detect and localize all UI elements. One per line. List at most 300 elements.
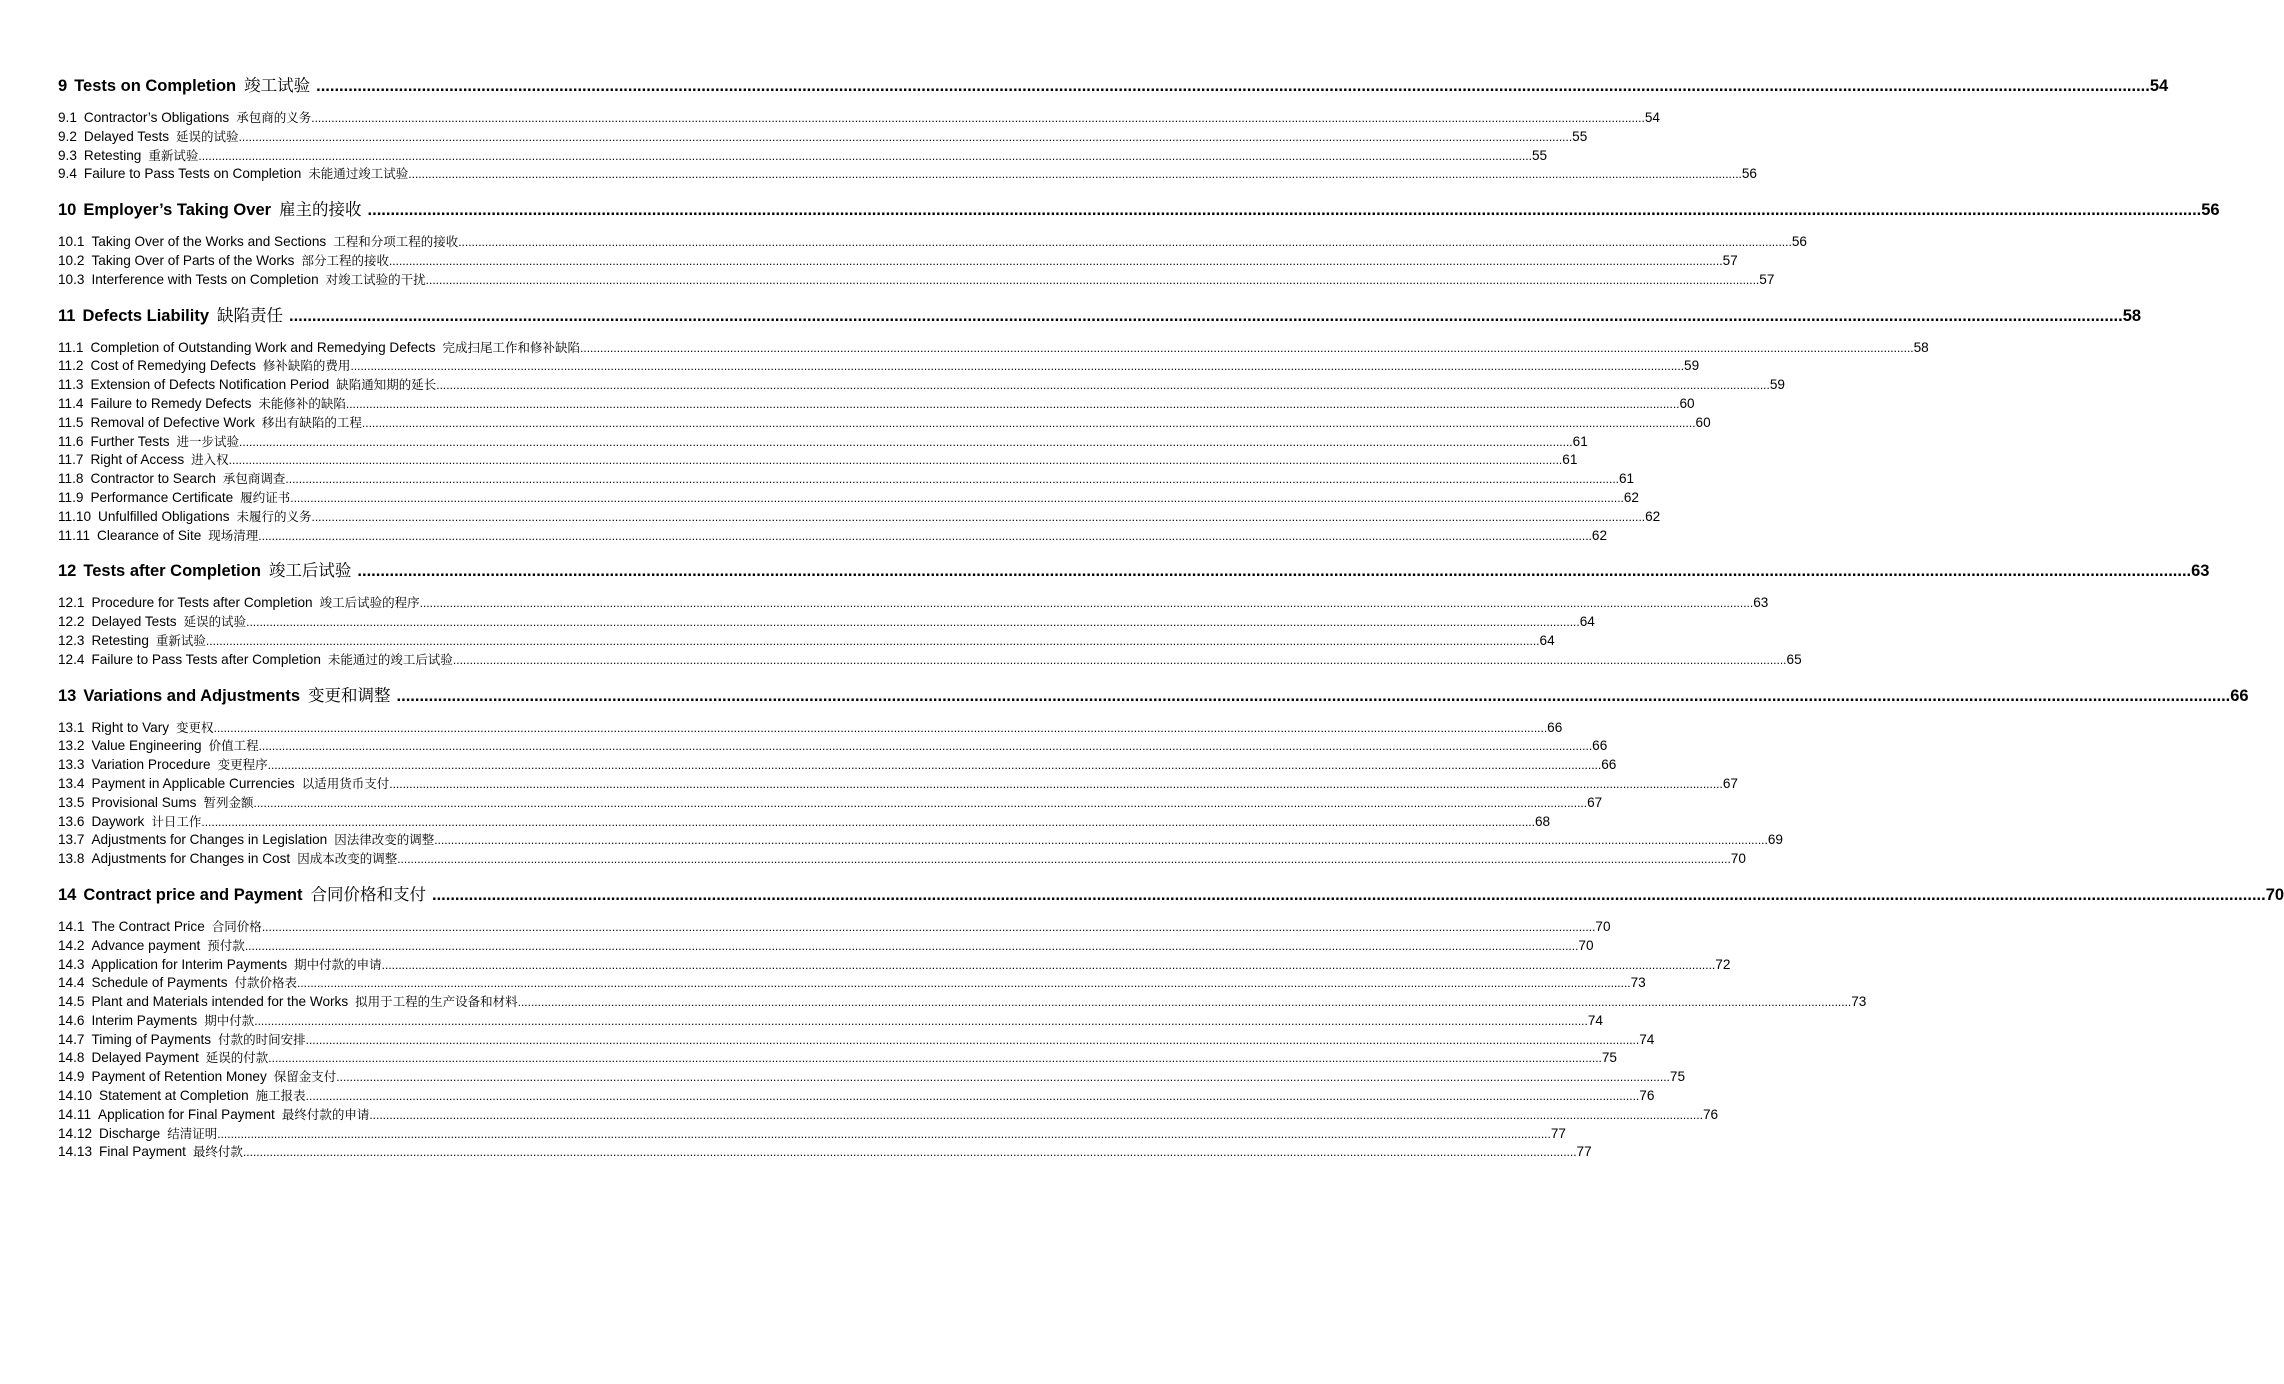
toc-section [58, 559, 2210, 669]
section-title: Contract price and Payment [83, 885, 303, 904]
entry-number: 9.4 [58, 166, 77, 182]
entry-title: Adjustments for Changes in Legislation [91, 832, 328, 848]
toc-entry[interactable] [58, 756, 1617, 775]
entry-page-number: 73 [1630, 975, 1646, 991]
toc-entry[interactable] [58, 651, 1802, 670]
leader-dots: ................................................................................................................................................................................................................................................................................................................................................................................................................ [367, 201, 2202, 220]
entry-page-number: 57 [1759, 271, 1775, 287]
entry-number: 11.3 [58, 377, 84, 393]
entry-title-zh: 对竣工试验的干扰 [325, 271, 426, 287]
entry-title-zh: 计日工作 [151, 813, 202, 829]
toc-entry[interactable] [58, 1143, 1592, 1162]
leader-dots: ................................................................................................................................................................................................................................................................................................................................................................................................................ [258, 528, 1592, 543]
entry-page-number: 63 [1753, 595, 1769, 611]
section-items [58, 339, 1929, 546]
entry-title: Cost of Remedying Defects [90, 358, 256, 374]
leader-dots: ................................................................................................................................................................................................................................................................................................................................................................................................................ [267, 758, 1602, 773]
entry-title-zh: 延误的试验 [183, 614, 247, 630]
toc-entry[interactable] [58, 831, 1783, 850]
section-title: Variations and Adjustments [83, 686, 301, 705]
entry-number: 10.2 [58, 252, 85, 268]
leader-dots: ................................................................................................................................................................................................................................................................................................................................................................................................................ [198, 148, 1532, 163]
entry-number: 10.1 [58, 234, 85, 250]
entry-number: 14.2 [58, 937, 85, 953]
entry-title: Schedule of Payments [91, 975, 228, 991]
entry-title: Right of Access [90, 452, 185, 468]
entry-title: Discharge [99, 1125, 161, 1141]
leader-dots: ................................................................................................................................................................................................................................................................................................................................................................................................................ [201, 814, 1535, 829]
entry-title: Advance payment [91, 937, 201, 953]
entry-page-number: 70 [1730, 851, 1746, 867]
entry-title-zh: 承包商调查 [222, 471, 286, 487]
toc-entry[interactable] [58, 1125, 1566, 1144]
entry-title: Payment in Applicable Currencies [91, 775, 295, 791]
toc-entry[interactable] [58, 1049, 1617, 1068]
section-title-zh: 合同价格和支付 [310, 885, 426, 904]
entry-page-number: 73 [1851, 994, 1867, 1010]
toc-section [58, 684, 2249, 869]
toc-entry[interactable] [58, 737, 1608, 756]
toc-entry[interactable] [58, 794, 1603, 813]
entry-title-zh: 完成扫尾工作和修补缺陷 [442, 339, 581, 355]
toc-entry[interactable] [58, 451, 1578, 470]
toc-entry[interactable] [58, 594, 1769, 613]
entry-title: Daywork [91, 813, 145, 829]
entry-page-number: 76 [1702, 1106, 1719, 1122]
entry-title-zh: 期中付款 [204, 1012, 255, 1028]
entry-title: Unfulfilled Obligations [98, 508, 230, 524]
entry-title: Application for Interim Payments [91, 956, 288, 972]
entry-title: Adjustments for Changes in Cost [91, 851, 291, 867]
toc-section [58, 304, 2142, 546]
entry-title: Right to Vary [91, 719, 170, 735]
entry-title: Procedure for Tests after Completion [91, 595, 313, 611]
entry-title: Application for Final Payment [98, 1106, 275, 1122]
entry-number: 14.3 [58, 956, 85, 972]
leader-dots: ................................................................................................................................................................................................................................................................................................................................................................................................................ [290, 490, 1624, 505]
entry-page-number: 59 [1684, 358, 1700, 374]
toc-entry[interactable] [58, 147, 1548, 166]
toc-section [58, 198, 2220, 289]
entry-title: Retesting [83, 147, 142, 163]
entry-title: Removal of Defective Work [90, 414, 255, 430]
entry-page-number: 66 [1601, 757, 1617, 773]
toc-entry[interactable] [58, 974, 1646, 993]
entry-title-zh: 施工报表 [255, 1088, 306, 1104]
leader-dots: ................................................................................................................................................................................................................................................................................................................................................................................................................ [369, 1107, 1703, 1122]
entry-title-zh: 工程和分项工程的接收 [333, 234, 459, 250]
entry-title-zh: 履约证书 [240, 489, 291, 505]
entry-page-number: 61 [1562, 452, 1578, 468]
entry-title: The Contract Price [91, 918, 205, 934]
entry-title: Contractor to Search [90, 471, 216, 487]
leader-dots: ................................................................................................................................................................................................................................................................................................................................................................................................................ [217, 1126, 1551, 1141]
entry-page-number: 72 [1715, 956, 1731, 972]
entry-title-zh: 最终付款的申请 [281, 1106, 370, 1122]
entry-title-zh: 修补缺陷的费用 [262, 358, 351, 374]
entry-page-number: 77 [1576, 1144, 1592, 1160]
toc-entry[interactable] [58, 937, 1594, 956]
section-number: 12 [58, 562, 77, 581]
section-title: Defects Liability [82, 306, 209, 325]
entry-title-zh: 以适用货币支付 [301, 775, 390, 791]
entry-page-number: 76 [1639, 1088, 1655, 1104]
section-items [58, 594, 1802, 669]
entry-number: 11.4 [58, 395, 84, 411]
toc-entry[interactable] [58, 109, 1660, 128]
entry-title: Payment of Retention Money [91, 1069, 267, 1085]
section-items [58, 719, 1783, 869]
toc-entry[interactable] [58, 165, 1757, 184]
section-page-number: 66 [2230, 686, 2249, 705]
leader-dots: ................................................................................................................................................................................................................................................................................................................................................................................................................ [396, 686, 2231, 705]
entry-page-number: 57 [1722, 252, 1738, 268]
entry-title: Failure to Pass Tests on Completion [83, 166, 302, 182]
leader-dots: ................................................................................................................................................................................................................................................................................................................................................................................................................ [345, 396, 1680, 411]
entry-number: 10.3 [58, 271, 85, 287]
leader-dots: ................................................................................................................................................................................................................................................................................................................................................................................................................ [258, 739, 1593, 754]
toc-entry[interactable] [58, 1068, 1686, 1087]
toc-entry[interactable] [58, 956, 1731, 975]
entry-title: Contractor’s Obligations [83, 110, 230, 125]
entry-title-zh: 变更权 [176, 719, 214, 735]
entry-number: 14.13 [58, 1144, 93, 1160]
entry-title-zh: 重新试验 [148, 147, 199, 163]
section-heading[interactable] [58, 684, 2249, 708]
entry-number: 13.4 [58, 775, 85, 791]
section-items [58, 918, 1867, 1162]
entry-title-zh: 部分工程的接收 [301, 252, 389, 268]
entry-title: Interference with Tests on Completion [91, 271, 319, 287]
entry-title: Delayed Tests [91, 614, 177, 630]
entry-page-number: 61 [1619, 471, 1635, 487]
section-number: 13 [58, 686, 77, 705]
section-page-number: 56 [2201, 201, 2220, 220]
entry-title-zh: 付款的时间安排 [218, 1031, 306, 1047]
entry-title: Variation Procedure [91, 757, 211, 773]
toc-entry[interactable] [58, 470, 1635, 489]
entry-number: 12.3 [58, 632, 85, 648]
entry-number: 13.8 [58, 851, 85, 867]
entry-number: 9.3 [58, 147, 77, 163]
entry-title: Failure to Pass Tests after Completion [91, 651, 321, 667]
toc-entry[interactable] [58, 1087, 1655, 1106]
toc-entry[interactable] [58, 252, 1738, 271]
entry-number: 11.11 [58, 527, 90, 543]
section-number: 11 [58, 306, 76, 325]
entry-page-number: 56 [1741, 166, 1757, 182]
section-heading[interactable] [58, 74, 2169, 98]
leader-dots: ................................................................................................................................................................................................................................................................................................................................................................................................................ [350, 359, 1685, 374]
entry-page-number: 54 [1644, 110, 1660, 125]
leader-dots: ................................................................................................................................................................................................................................................................................................................................................................................................................ [311, 509, 1646, 524]
leader-dots: ................................................................................................................................................................................................................................................................................................................................................................................................................ [305, 1089, 1640, 1104]
entry-page-number: 74 [1587, 1012, 1603, 1028]
entry-number: 14.11 [58, 1106, 92, 1122]
entry-number: 14.9 [58, 1069, 85, 1085]
leader-dots: ................................................................................................................................................................................................................................................................................................................................................................................................................ [381, 957, 1716, 972]
entry-number: 13.6 [58, 813, 85, 829]
entry-title: Performance Certificate [90, 489, 234, 505]
section-title-zh: 缺陷责任 [217, 306, 283, 325]
section-page-number: 54 [2149, 77, 2169, 95]
entry-number: 12.4 [58, 651, 85, 667]
entry-title-zh: 未能修补的缺陷 [258, 395, 346, 411]
entry-page-number: 64 [1539, 632, 1555, 648]
entry-page-number: 61 [1572, 433, 1588, 449]
entry-title-zh: 重新试验 [155, 632, 206, 648]
toc-entry[interactable] [58, 357, 1700, 376]
section-items [58, 233, 1807, 289]
entry-title-zh: 保留金支付 [273, 1069, 337, 1085]
entry-title-zh: 最终付款 [192, 1144, 243, 1160]
entry-title-zh: 合同价格 [211, 918, 262, 934]
entry-title: Retesting [91, 632, 149, 648]
leader-dots: ................................................................................................................................................................................................................................................................................................................................................................................................................ [261, 919, 1596, 934]
entry-number: 14.5 [58, 994, 85, 1010]
section-title-zh: 竣工试验 [244, 77, 311, 95]
leader-dots: ................................................................................................................................................................................................................................................................................................................................................................................................................ [238, 129, 1573, 144]
entry-title-zh: 期中付款的申请 [294, 956, 382, 972]
entry-page-number: 70 [1578, 937, 1594, 953]
toc-entry[interactable] [58, 395, 1695, 414]
section-page-number: 58 [2122, 306, 2142, 325]
toc-entry[interactable] [58, 128, 1588, 147]
entry-number: 13.2 [58, 738, 85, 754]
section-title-zh: 竣工后试验 [268, 562, 352, 581]
entry-title: Plant and Materials intended for the Works [91, 994, 349, 1010]
entry-number: 14.4 [58, 975, 85, 991]
leader-dots: ................................................................................................................................................................................................................................................................................................................................................................................................................ [244, 938, 1579, 953]
section-heading[interactable] [58, 883, 2284, 907]
entry-title-zh: 移出有缺陷的工程 [261, 414, 362, 430]
entry-number: 14.7 [58, 1031, 85, 1047]
entry-number: 13.7 [58, 832, 85, 848]
toc-entry[interactable] [58, 433, 1588, 452]
leader-dots: ................................................................................................................................................................................................................................................................................................................................................................................................................ [397, 852, 1731, 867]
entry-number: 14.1 [58, 918, 85, 934]
entry-page-number: 67 [1722, 775, 1738, 791]
entry-page-number: 56 [1791, 234, 1807, 250]
entry-title: Further Tests [90, 433, 170, 449]
entry-page-number: 62 [1623, 489, 1639, 505]
toc-section [58, 74, 2169, 184]
section-title: Tests after Completion [83, 562, 261, 581]
entry-number: 12.1 [58, 595, 85, 611]
toc-entry[interactable] [58, 508, 1661, 527]
entry-page-number: 62 [1645, 508, 1661, 524]
toc-entry[interactable] [58, 613, 1595, 632]
leader-dots: ................................................................................................................................................................................................................................................................................................................................................................................................................ [253, 795, 1588, 810]
leader-dots: ................................................................................................................................................................................................................................................................................................................................................................................................................ [425, 272, 1760, 287]
toc-entry[interactable] [58, 339, 1929, 358]
section-items [58, 109, 1757, 184]
entry-page-number: 67 [1587, 794, 1603, 810]
entry-number: 14.8 [58, 1050, 85, 1066]
entry-page-number: 60 [1695, 414, 1711, 430]
leader-dots: ................................................................................................................................................................................................................................................................................................................................................................................................................ [389, 776, 1723, 791]
leader-dots: ................................................................................................................................................................................................................................................................................................................................................................................................................ [297, 976, 1631, 991]
entry-number: 9.1 [58, 110, 77, 125]
toc-section [58, 883, 2284, 1162]
entry-page-number: 75 [1669, 1069, 1686, 1085]
entry-page-number: 68 [1534, 813, 1551, 829]
toc-entry[interactable] [58, 1012, 1603, 1031]
leader-dots: ................................................................................................................................................................................................................................................................................................................................................................................................................ [254, 1013, 1588, 1028]
leader-dots: ................................................................................................................................................................................................................................................................................................................................................................................................................ [242, 1145, 1577, 1160]
entry-number: 13.5 [58, 794, 85, 810]
entry-page-number: 60 [1679, 395, 1695, 411]
entry-title: Clearance of Site [97, 527, 202, 543]
toc-entry[interactable] [58, 1106, 1719, 1125]
entry-page-number: 58 [1913, 339, 1929, 355]
leader-dots: ................................................................................................................................................................................................................................................................................................................................................................................................................ [228, 453, 1563, 468]
entry-title: Taking Over of Parts of the Works [91, 252, 295, 268]
entry-title: Extension of Defects Notification Period [90, 377, 330, 393]
section-heading[interactable] [58, 559, 2210, 583]
entry-title-zh: 未能通过竣工试验 [308, 166, 409, 182]
leader-dots: ................................................................................................................................................................................................................................................................................................................................................................................................................ [408, 167, 1742, 182]
toc-entry[interactable] [58, 376, 1785, 395]
entry-page-number: 70 [1595, 918, 1611, 934]
toc-entry[interactable] [58, 414, 1711, 433]
section-title: Tests on Completion [74, 77, 237, 95]
section-number: 10 [58, 201, 77, 220]
entry-page-number: 65 [1786, 651, 1802, 667]
entry-title: Taking Over of the Works and Sections [91, 234, 327, 250]
entry-title: Final Payment [99, 1144, 186, 1160]
leader-dots: ................................................................................................................................................................................................................................................................................................................................................................................................................ [419, 596, 1754, 611]
leader-dots: ................................................................................................................................................................................................................................................................................................................................................................................................................ [246, 615, 1580, 630]
entry-number: 11.5 [58, 414, 84, 430]
leader-dots: ................................................................................................................................................................................................................................................................................................................................................................................................................ [305, 1032, 1640, 1047]
leader-dots: ................................................................................................................................................................................................................................................................................................................................................................................................................ [361, 415, 1696, 430]
entry-number: 9.2 [58, 128, 77, 144]
section-page-number: 70 [2265, 885, 2284, 904]
entry-title-zh: 预付款 [207, 937, 245, 953]
entry-title-zh: 因法律改变的调整 [334, 832, 435, 848]
entry-title-zh: 缺陷通知期的延长 [336, 377, 437, 393]
entry-number: 11.9 [58, 489, 84, 505]
section-heading[interactable] [58, 304, 2142, 328]
entry-page-number: 64 [1579, 614, 1595, 630]
leader-dots: ................................................................................................................................................................................................................................................................................................................................................................................................................ [213, 720, 1548, 735]
toc-entry[interactable] [58, 1031, 1655, 1050]
entry-page-number: 66 [1547, 719, 1563, 735]
entry-page-number: 74 [1639, 1031, 1655, 1047]
toc-entry[interactable] [58, 271, 1775, 290]
entry-number: 13.3 [58, 757, 85, 773]
entry-number: 11.7 [58, 452, 84, 468]
toc-entry[interactable] [58, 632, 1555, 651]
entry-title: Completion of Outstanding Work and Remedying Defects [90, 339, 436, 355]
leader-dots: ................................................................................................................................................................................................................................................................................................................................................................................................................ [357, 562, 2192, 581]
entry-number: 11.2 [58, 358, 84, 374]
entry-title: Provisional Sums [91, 794, 197, 810]
leader-dots: ................................................................................................................................................................................................................................................................................................................................................................................................................ [458, 235, 1792, 250]
section-number: 14 [58, 885, 77, 904]
entry-title-zh: 进一步试验 [176, 433, 240, 449]
toc-entry[interactable] [58, 489, 1639, 508]
toc-entry[interactable] [58, 719, 1563, 738]
leader-dots: ................................................................................................................................................................................................................................................................................................................................................................................................................ [452, 652, 1787, 667]
entry-title-zh: 未履行的义务 [236, 508, 312, 524]
entry-number: 14.10 [58, 1088, 93, 1104]
section-title: Employer’s Taking Over [83, 201, 272, 220]
leader-dots: ................................................................................................................................................................................................................................................................................................................................................................................................................ [432, 885, 2266, 904]
entry-title-zh: 延误的付款 [205, 1050, 269, 1066]
entry-title-zh: 竣工后试验的程序 [319, 595, 420, 611]
toc-entry[interactable] [58, 813, 1551, 832]
toc-entry[interactable] [58, 993, 1867, 1012]
toc-entry[interactable] [58, 918, 1611, 937]
section-heading[interactable] [58, 198, 2220, 222]
entry-title: Interim Payments [91, 1012, 198, 1028]
toc-entry[interactable] [58, 527, 1608, 546]
entry-page-number: 66 [1592, 738, 1608, 754]
entry-page-number: 75 [1601, 1050, 1617, 1066]
entry-page-number: 59 [1769, 377, 1785, 393]
entry-title: Value Engineering [91, 738, 202, 754]
leader-dots: ................................................................................................................................................................................................................................................................................................................................................................................................................ [436, 378, 1770, 393]
entry-number: 11.8 [58, 471, 84, 487]
section-title-zh: 雇主的接收 [279, 201, 362, 220]
leader-dots: ................................................................................................................................................................................................................................................................................................................................................................................................................ [239, 434, 1573, 449]
entry-title: Timing of Payments [91, 1031, 212, 1047]
entry-title-zh: 拟用于工程的生产设备和材料 [355, 994, 518, 1010]
entry-title-zh: 进入权 [191, 452, 229, 468]
entry-title-zh: 现场清理 [208, 527, 259, 543]
entry-page-number: 62 [1591, 527, 1608, 543]
entry-number: 14.12 [58, 1125, 93, 1141]
entry-title: Statement at Completion [99, 1088, 249, 1104]
toc-entry[interactable] [58, 233, 1807, 252]
entry-page-number: 77 [1550, 1125, 1566, 1141]
entry-page-number: 69 [1767, 832, 1783, 848]
entry-title-zh: 付款价格表 [234, 975, 298, 991]
entry-number: 14.6 [58, 1012, 85, 1028]
entry-title: Failure to Remedy Defects [90, 395, 252, 411]
toc-entry[interactable] [58, 850, 1746, 869]
section-page-number: 63 [2191, 562, 2210, 581]
leader-dots: ................................................................................................................................................................................................................................................................................................................................................................................................................ [311, 111, 1645, 125]
leader-dots: ................................................................................................................................................................................................................................................................................................................................................................................................................ [289, 306, 2123, 325]
entry-title-zh: 结清证明 [167, 1125, 218, 1141]
section-number: 9 [58, 77, 68, 95]
leader-dots: ................................................................................................................................................................................................................................................................................................................................................................................................................ [268, 1051, 1602, 1066]
entry-title-zh: 价值工程 [208, 738, 259, 754]
leader-dots: ................................................................................................................................................................................................................................................................................................................................................................................................................ [336, 1070, 1670, 1085]
leader-dots: ................................................................................................................................................................................................................................................................................................................................................................................................................ [388, 253, 1723, 268]
entry-title-zh: 未能通过的竣工后试验 [327, 651, 453, 667]
leader-dots: ................................................................................................................................................................................................................................................................................................................................................................................................................ [580, 340, 1914, 355]
entry-number: 13.1 [58, 719, 85, 735]
leader-dots: ................................................................................................................................................................................................................................................................................................................................................................................................................ [285, 472, 1619, 487]
entry-number: 11.1 [58, 339, 84, 355]
entry-page-number: 55 [1572, 128, 1588, 144]
leader-dots: ................................................................................................................................................................................................................................................................................................................................................................................................................ [205, 633, 1540, 648]
entry-page-number: 55 [1531, 147, 1548, 163]
entry-title-zh: 承包商的义务 [236, 110, 312, 125]
entry-title: Delayed Tests [83, 128, 170, 144]
section-title-zh: 变更和调整 [308, 686, 391, 705]
entry-title-zh: 延误的试验 [176, 128, 239, 144]
toc-entry[interactable] [58, 775, 1738, 794]
table-of-contents [58, 74, 2284, 1176]
entry-number: 12.2 [58, 614, 85, 630]
leader-dots: ................................................................................................................................................................................................................................................................................................................................................................................................................ [517, 995, 1852, 1010]
entry-number: 11.10 [58, 508, 92, 524]
